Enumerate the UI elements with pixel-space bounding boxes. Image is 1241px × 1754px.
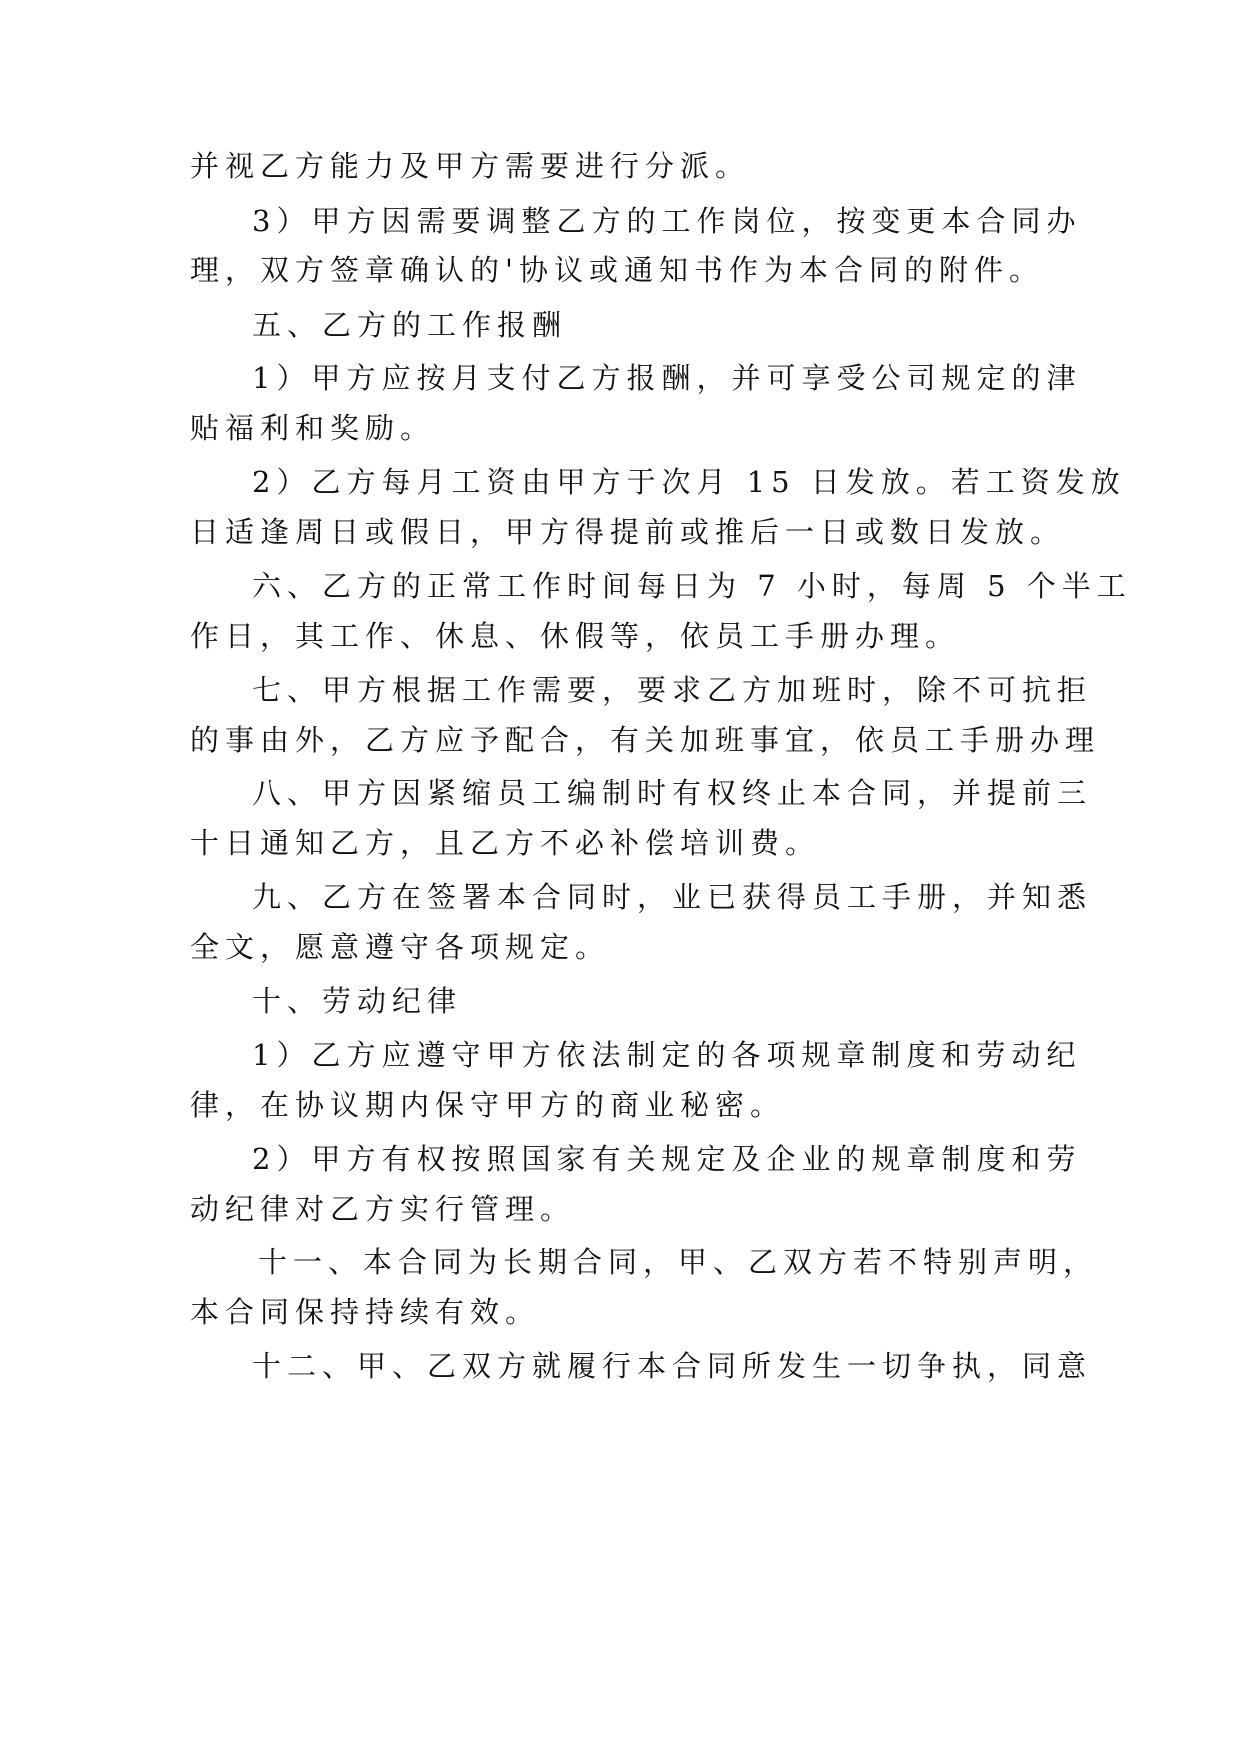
text-line: 作日，其工作、休息、休假等，依员工手册办理。 xyxy=(190,619,961,653)
text-line: 动纪律对乙方实行管理。 xyxy=(190,1192,576,1226)
text-line: 全文，愿意遵守各项规定。 xyxy=(190,930,611,964)
text-line: 1）甲方应按月支付乙方报酬，并可享受公司规定的津 xyxy=(252,361,1082,395)
text-line: 理，双方签章确认的'协议或通知书作为本合同的附件。 xyxy=(190,253,1044,287)
section-heading: 五、乙方的工作报酬 xyxy=(252,308,568,342)
text-line: 本合同保持持续有效。 xyxy=(190,1295,541,1329)
text-line: 1）乙方应遵守甲方依法制定的各项规章制度和劳动纪 xyxy=(252,1038,1082,1072)
text-line: 七、甲方根据工作需要，要求乙方加班时，除不可抗拒 xyxy=(252,673,1093,707)
text-line: 的事由外，乙方应予配合，有关加班事宜，依员工手册办理 xyxy=(190,723,1101,757)
text-line: 十日通知乙方，且乙方不必补偿培训费。 xyxy=(190,826,821,860)
text-line: 八、甲方因紧缩员工编制时有权终止本合同，并提前三 xyxy=(252,776,1093,810)
text-line: 六、乙方的正常工作时间每日为 7 小时，每周 5 个半工 xyxy=(252,569,1132,603)
text-line: 贴福利和奖励。 xyxy=(190,411,436,445)
text-line: 十一、本合同为长期合同，甲、乙双方若不特别声明， xyxy=(258,1245,1099,1279)
text-line: 九、乙方在签署本合同时，业已获得员工手册，并知悉 xyxy=(252,880,1093,914)
text-line: 日适逢周日或假日，甲方得提前或推后一日或数日发放。 xyxy=(190,515,1066,549)
text-line: 十二、甲、乙双方就履行本合同所发生一切争执，同意 xyxy=(252,1349,1093,1383)
section-heading: 十、劳动纪律 xyxy=(252,984,463,1018)
text-line: 3）甲方因需要调整乙方的工作岗位，按变更本合同办 xyxy=(252,204,1082,238)
text-line: 律，在协议期内保守甲方的商业秘密。 xyxy=(190,1088,786,1122)
text-line: 并视乙方能力及甲方需要进行分派。 xyxy=(190,149,751,183)
text-line: 2）甲方有权按照国家有关规定及企业的规章制度和劳 xyxy=(252,1142,1082,1176)
text-line: 2）乙方每月工资由甲方于次月 15 日发放。若工资发放 xyxy=(252,465,1126,499)
